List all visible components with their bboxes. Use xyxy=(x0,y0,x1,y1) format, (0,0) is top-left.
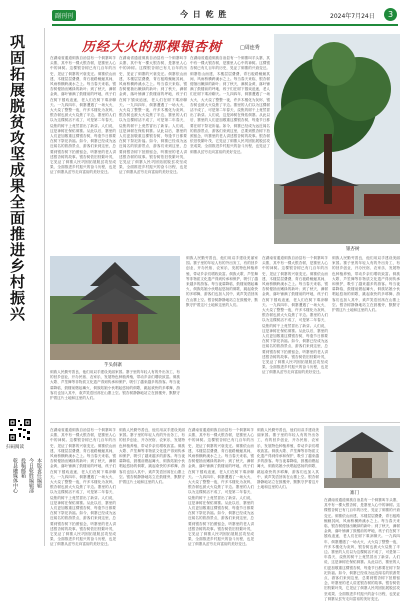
side-text-c: 本版责任编辑 xyxy=(36,458,42,488)
side-text-d: 乾县融媒体中心 xyxy=(12,458,18,493)
column-divider xyxy=(44,28,45,546)
article-byline: □周连秀 xyxy=(240,45,260,51)
page-number: 3 xyxy=(384,8,397,21)
headline-line-2: 全面推进乡村振兴 xyxy=(8,194,26,322)
caption-gate: 寨门 xyxy=(350,491,359,496)
gate-photo xyxy=(324,426,400,488)
qr-label: 扫码阅读 xyxy=(6,445,24,450)
caption-tree: 银杏树 xyxy=(346,247,360,252)
drum-tower-image xyxy=(50,256,180,360)
article-column-2: 在湖南省通道侗族自治县有一个侗寨叫芋头寨，其中有一棵大银杏树，是寨里人心中的神树。这棵银杏树已有几百年的历史，见证了侗寨的兴衰变迁。侗寨依山而建，木楼层层叠叠，青石板路蜿蜒其间，风雨桥横跨溪水之上。每当春天来临，银杏树便抽出嫩绿的新叶；到了秋天，满树金黄，落叶铺满了鼓楼前的坪地，孩子们在树下嬉戏追逐，老人们在树下乘凉聊天。一九四四年，侗寨遭遇了一场大火，大火烧了整整一夜，许多木楼化为灰烬，银杏树也被大火烧焦了半边。寨里的人们以为这棵树活不成了，可是第二年春天，烧焦的树干上竟然冒出了新芽。人们说，这是神树在保佑侗寨。从此以后，寨里的人们更加敬重这棵银杏树，每逢节日都要在树下祭祀祈福。如今，侗寨已经成为远近闻名的旅游景点，游客们来到这里，总要到银杏树下拍照留念，听寨里的老人讲述银杏树的故事。银杏树依旧枝繁叶茂，它见证了侗寨人民巩固拓展脱贫攻坚成果、全面推进乡村振兴的奋斗历程，也见证了侗寨从贫穷走向富裕的美好变迁。 xyxy=(119,56,187,175)
side-text-b: 今日乾胜编辑部 xyxy=(28,458,34,493)
section-badge: 副刊刊 xyxy=(52,10,76,21)
article-column-7: 侗族人民勤劳善良，他们用双手建设美丽家园。寨子里的年轻人有的外出务工，有的回乡创业，开办民宿、农家乐，发展特色种植养殖，带动乡亲们增收致富。侗族大歌、芦笙舞等非物质文化遗产得到传承和保护，吸引了越来越多的游客。每当夜幕降临，鼓楼前燃起篝火，侗族姑娘小伙唱起悠扬的侗歌，跳起欢快的多耶舞，游客们也加入其中，欢声笑语回荡在山寨上空。银杏树静静地站立在鼓楼旁，默默守护着这片土地和这里的人们。 xyxy=(50,370,180,401)
article-column-9: 侗族人民勤劳善良，他们用双手建设美丽家园。寨子里的年轻人有的外出务工，有的回乡创业，开办民宿、农家乐，发展特色种植养殖，带动乡亲们增收致富。侗族大歌、芦笙舞等非物质文化遗产得到传承和保护，吸引了越来越多的游客。每当夜幕降临，鼓楼前燃起篝火，侗族姑娘小伙唱起悠扬的侗歌，跳起欢快的多耶舞，游客们也加入其中，欢声笑语回荡在山寨上空。银杏树静静地站立在鼓楼旁，默默守护着这片土地和这里的人们。 xyxy=(119,428,185,485)
caption-drum-tower: 芋头侗寨 xyxy=(104,363,122,368)
article-column-8: 在湖南省通道侗族自治县有一个侗寨叫芋头寨，其中有一棵大银杏树，是寨里人心中的神树。这棵银杏树已有几百年的历史，见证了侗寨的兴衰变迁。侗寨依山而建，木楼层层叠叠，青石板路蜿蜒其间，风雨桥横跨溪水之上。每当春天来临，银杏树便抽出嫩绿的新叶；到了秋天，满树金黄，落叶铺满了鼓楼前的坪地，孩子们在树下嬉戏追逐，老人们在树下乘凉聊天。一九四四年，侗寨遭遇了一场大火，大火烧了整整一夜，许多木楼化为灰烬，银杏树也被大火烧焦了半边。寨里的人们以为这棵树活不成了，可是第二年春天，烧焦的树干上竟然冒出了新芽。人们说，这是神树在保佑侗寨。从此以后，寨里的人们更加敬重这棵银杏树，每逢节日都要在树下祭祀祈福。如今，侗寨已经成为远近闻名的旅游景点，游客们来到这里，总要到银杏树下拍照留念，听寨里的老人讲述银杏树的故事。银杏树依旧枝繁叶茂，它见证了侗寨人民巩固拓展脱贫攻坚成果、全面推进乡村振兴的奋斗历程，也见证了侗寨从贫穷走向富裕的美好变迁。 xyxy=(50,428,116,547)
article-column-1: 在湖南省通道侗族自治县有一个侗寨叫芋头寨，其中有一棵大银杏树，是寨里人心中的神树。这棵银杏树已有几百年的历史，见证了侗寨的兴衰变迁。侗寨依山而建，木楼层层叠叠，青石板路蜿蜒其间，风雨桥横跨溪水之上。每当春天来临，银杏树便抽出嫩绿的新叶；到了秋天，满树金黄，落叶铺满了鼓楼前的坪地，孩子们在树下嬉戏追逐，老人们在树下乘凉聊天。一九四四年，侗寨遭遇了一场大火，大火烧了整整一夜，许多木楼化为灰烬，银杏树也被大火烧焦了半边。寨里的人们以为这棵树活不成了，可是第二年春天，烧焦的树干上竟然冒出了新芽。人们说，这是神树在保佑侗寨。从此以后，寨里的人们更加敬重这棵银杏树，每逢节日都要在树下祭祀祈福。如今，侗寨已经成为远近闻名的旅游景点，游客们来到这里，总要到银杏树下拍照留念，听寨里的老人讲述银杏树的故事。银杏树依旧枝繁叶茂，它见证了侗寨人民巩固拓展脱贫攻坚成果、全面推进乡村振兴的奋斗历程，也见证了侗寨从贫穷走向富裕的美好变迁。 xyxy=(50,56,116,175)
section-divider xyxy=(50,422,400,423)
article-title: 历经大火的那棵银杏树 xyxy=(82,40,223,55)
headline-line-1: 巩固拓展脱贫攻坚成果 xyxy=(8,34,26,194)
issue-date: 2024年7月24日 xyxy=(330,13,375,20)
article-column-3: 在湖南省通道侗族自治县有一个侗寨叫芋头寨，其中有一棵大银杏树，是寨里人心中的神树。这棵银杏树已有几百年的历史，见证了侗寨的兴衰变迁。侗寨依山而建，木楼层层叠叠，青石板路蜿蜒其间，风雨桥横跨溪水之上。每当春天来临，银杏树便抽出嫩绿的新叶；到了秋天，满树金黄，落叶铺满了鼓楼前的坪地，孩子们在树下嬉戏追逐，老人们在树下乘凉聊天。一九四四年，侗寨遭遇了一场大火，大火烧了整整一夜，许多木楼化为灰烬，银杏树也被大火烧焦了半边。寨里的人们以为这棵树活不成了，可是第二年春天，烧焦的树干上竟然冒出了新芽。人们说，这是神树在保佑侗寨。从此以后，寨里的人们更加敬重这棵银杏树，每逢节日都要在树下祭祀祈福。如今，侗寨已经成为远近闻名的旅游景点，游客们来到这里，总要到银杏树下拍照留念，听寨里的老人讲述银杏树的故事。银杏树依旧枝繁叶茂，它见证了侗寨人民巩固拓展脱贫攻坚成果、全面推进乡村振兴的奋斗历程，也见证了侗寨从贫穷走向富裕的美好变迁。 xyxy=(190,56,270,154)
village-gate-image xyxy=(324,426,400,488)
article-column-12: 在湖南省通道侗族自治县有一个侗寨叫芋头寨，其中有一棵大银杏树，是寨里人心中的神树。这棵银杏树已有几百年的历史，见证了侗寨的兴衰变迁。侗寨依山而建，木楼层层叠叠，青石板路蜿蜒其间，风雨桥横跨溪水之上。每当春天来临，银杏树便抽出嫩绿的新叶；到了秋天，满树金黄，落叶铺满了鼓楼前的坪地，孩子们在树下嬉戏追逐，老人们在树下乘凉聊天。一九四四年，侗寨遭遇了一场大火，大火烧了整整一夜，许多木楼化为灰烬，银杏树也被大火烧焦了半边。寨里的人们以为这棵树活不成了，可是第二年春天，烧焦的树干上竟然冒出了新芽。人们说，这是神树在保佑侗寨。从此以后，寨里的人们更加敬重这棵银杏树，每逢节日都要在树下祭祀祈福。如今，侗寨已经成为远近闻名的旅游景点，游客们来到这里，总要到银杏树下拍照留念，听寨里的老人讲述银杏树的故事。银杏树依旧枝繁叶茂，它见证了侗寨人民巩固拓展脱贫攻坚成果、全面推进乡村振兴的奋斗历程，也见证了侗寨从贫穷走向富裕的美好变迁。 xyxy=(324,498,400,601)
article-column-10: 在湖南省通道侗族自治县有一个侗寨叫芋头寨，其中有一棵大银杏树，是寨里人心中的神树。这棵银杏树已有几百年的历史，见证了侗寨的兴衰变迁。侗寨依山而建，木楼层层叠叠，青石板路蜿蜒其间，风雨桥横跨溪水之上。每当春天来临，银杏树便抽出嫩绿的新叶；到了秋天，满树金黄，落叶铺满了鼓楼前的坪地，孩子们在树下嬉戏追逐，老人们在树下乘凉聊天。一九四四年，侗寨遭遇了一场大火，大火烧了整整一夜，许多木楼化为灰烬，银杏树也被大火烧焦了半边。寨里的人们以为这棵树活不成了，可是第二年春天，烧焦的树干上竟然冒出了新芽。人们说，这是神树在保佑侗寨。从此以后，寨里的人们更加敬重这棵银杏树，每逢节日都要在树下祭祀祈福。如今，侗寨已经成为远近闻名的旅游景点，游客们来到这里，总要到银杏树下拍照留念，听寨里的老人讲述银杏树的故事。银杏树依旧枝繁叶茂，它见证了侗寨人民巩固拓展脱贫攻坚成果、全面推进乡村振兴的奋斗历程，也见证了侗寨从贫穷走向富裕的美好变迁。 xyxy=(188,428,254,547)
qr-code[interactable] xyxy=(8,418,32,442)
article-column-11: 侗族人民勤劳善良，他们用双手建设美丽家园。寨子里的年轻人有的外出务工，有的回乡创业，开办民宿、农家乐，发展特色种植养殖，带动乡亲们增收致富。侗族大歌、芦笙舞等非物质文化遗产得到传承和保护，吸引了越来越多的游客。每当夜幕降临，鼓楼前燃起篝火，侗族姑娘小伙唱起悠扬的侗歌，跳起欢快的多耶舞，游客们也加入其中，欢声笑语回荡在山寨上空。银杏树静静地站立在鼓楼旁，默默守护着这片土地和这里的人们。 xyxy=(257,428,319,490)
side-text-a: 投稿邮箱 xyxy=(20,458,26,478)
header-rule xyxy=(52,24,398,26)
article-column-4: 侗族人民勤劳善良，他们用双手建设美丽家园。寨子里的年轻人有的外出务工，有的回乡创业，开办民宿、农家乐，发展特色种植养殖，带动乡亲们增收致富。侗族大歌、芦笙舞等非物质文化遗产得到传承和保护，吸引了越来越多的游客。每当夜幕降临，鼓楼前燃起篝火，侗族姑娘小伙唱起悠扬的侗歌，跳起欢快的多耶舞，游客们也加入其中，欢声笑语回荡在山寨上空。银杏树静静地站立在鼓楼旁，默默守护着这片土地和这里的人们。 xyxy=(186,256,258,307)
drum-tower-photo xyxy=(50,256,180,360)
article-column-6: 侗族人民勤劳善良，他们用双手建设美丽家园。寨子里的年轻人有的外出务工，有的回乡创业，开办民宿、农家乐，发展特色种植养殖，带动乡亲们增收致富。侗族大歌、芦笙舞等非物质文化遗产得到传承和保护，吸引了越来越多的游客。每当夜幕降临，鼓楼前燃起篝火，侗族姑娘小伙唱起悠扬的侗歌，跳起欢快的多耶舞，游客们也加入其中，欢声笑语回荡在山寨上空。银杏树静静地站立在鼓楼旁，默默守护着这片土地和这里的人们。 xyxy=(332,256,400,313)
qr-code-icon xyxy=(8,418,32,442)
tree-photo xyxy=(274,34,400,244)
ginkgo-tree-image xyxy=(274,34,400,244)
article-column-5: 在湖南省通道侗族自治县有一个侗寨叫芋头寨，其中有一棵大银杏树，是寨里人心中的神树。这棵银杏树已有几百年的历史，见证了侗寨的兴衰变迁。侗寨依山而建，木楼层层叠叠，青石板路蜿蜒其间，风雨桥横跨溪水之上。每当春天来临，银杏树便抽出嫩绿的新叶；到了秋天，满树金黄，落叶铺满了鼓楼前的坪地，孩子们在树下嬉戏追逐，老人们在树下乘凉聊天。一九四四年，侗寨遭遇了一场大火，大火烧了整整一夜，许多木楼化为灰烬，银杏树也被大火烧焦了半边。寨里的人们以为这棵树活不成了，可是第二年春天，烧焦的树干上竟然冒出了新芽。人们说，这是神树在保佑侗寨。从此以后，寨里的人们更加敬重这棵银杏树，每逢节日都要在树下祭祀祈福。如今，侗寨已经成为远近闻名的旅游景点，游客们来到这里，总要到银杏树下拍照留念，听寨里的老人讲述银杏树的故事。银杏树依旧枝繁叶茂，它见证了侗寨人民巩固拓展脱贫攻坚成果、全面推进乡村振兴的奋斗历程，也见证了侗寨从贫穷走向富裕的美好变迁。 xyxy=(262,256,328,375)
vertical-headline xyxy=(8,34,26,354)
paper-title: 今 日 乾 胜 xyxy=(180,9,228,19)
